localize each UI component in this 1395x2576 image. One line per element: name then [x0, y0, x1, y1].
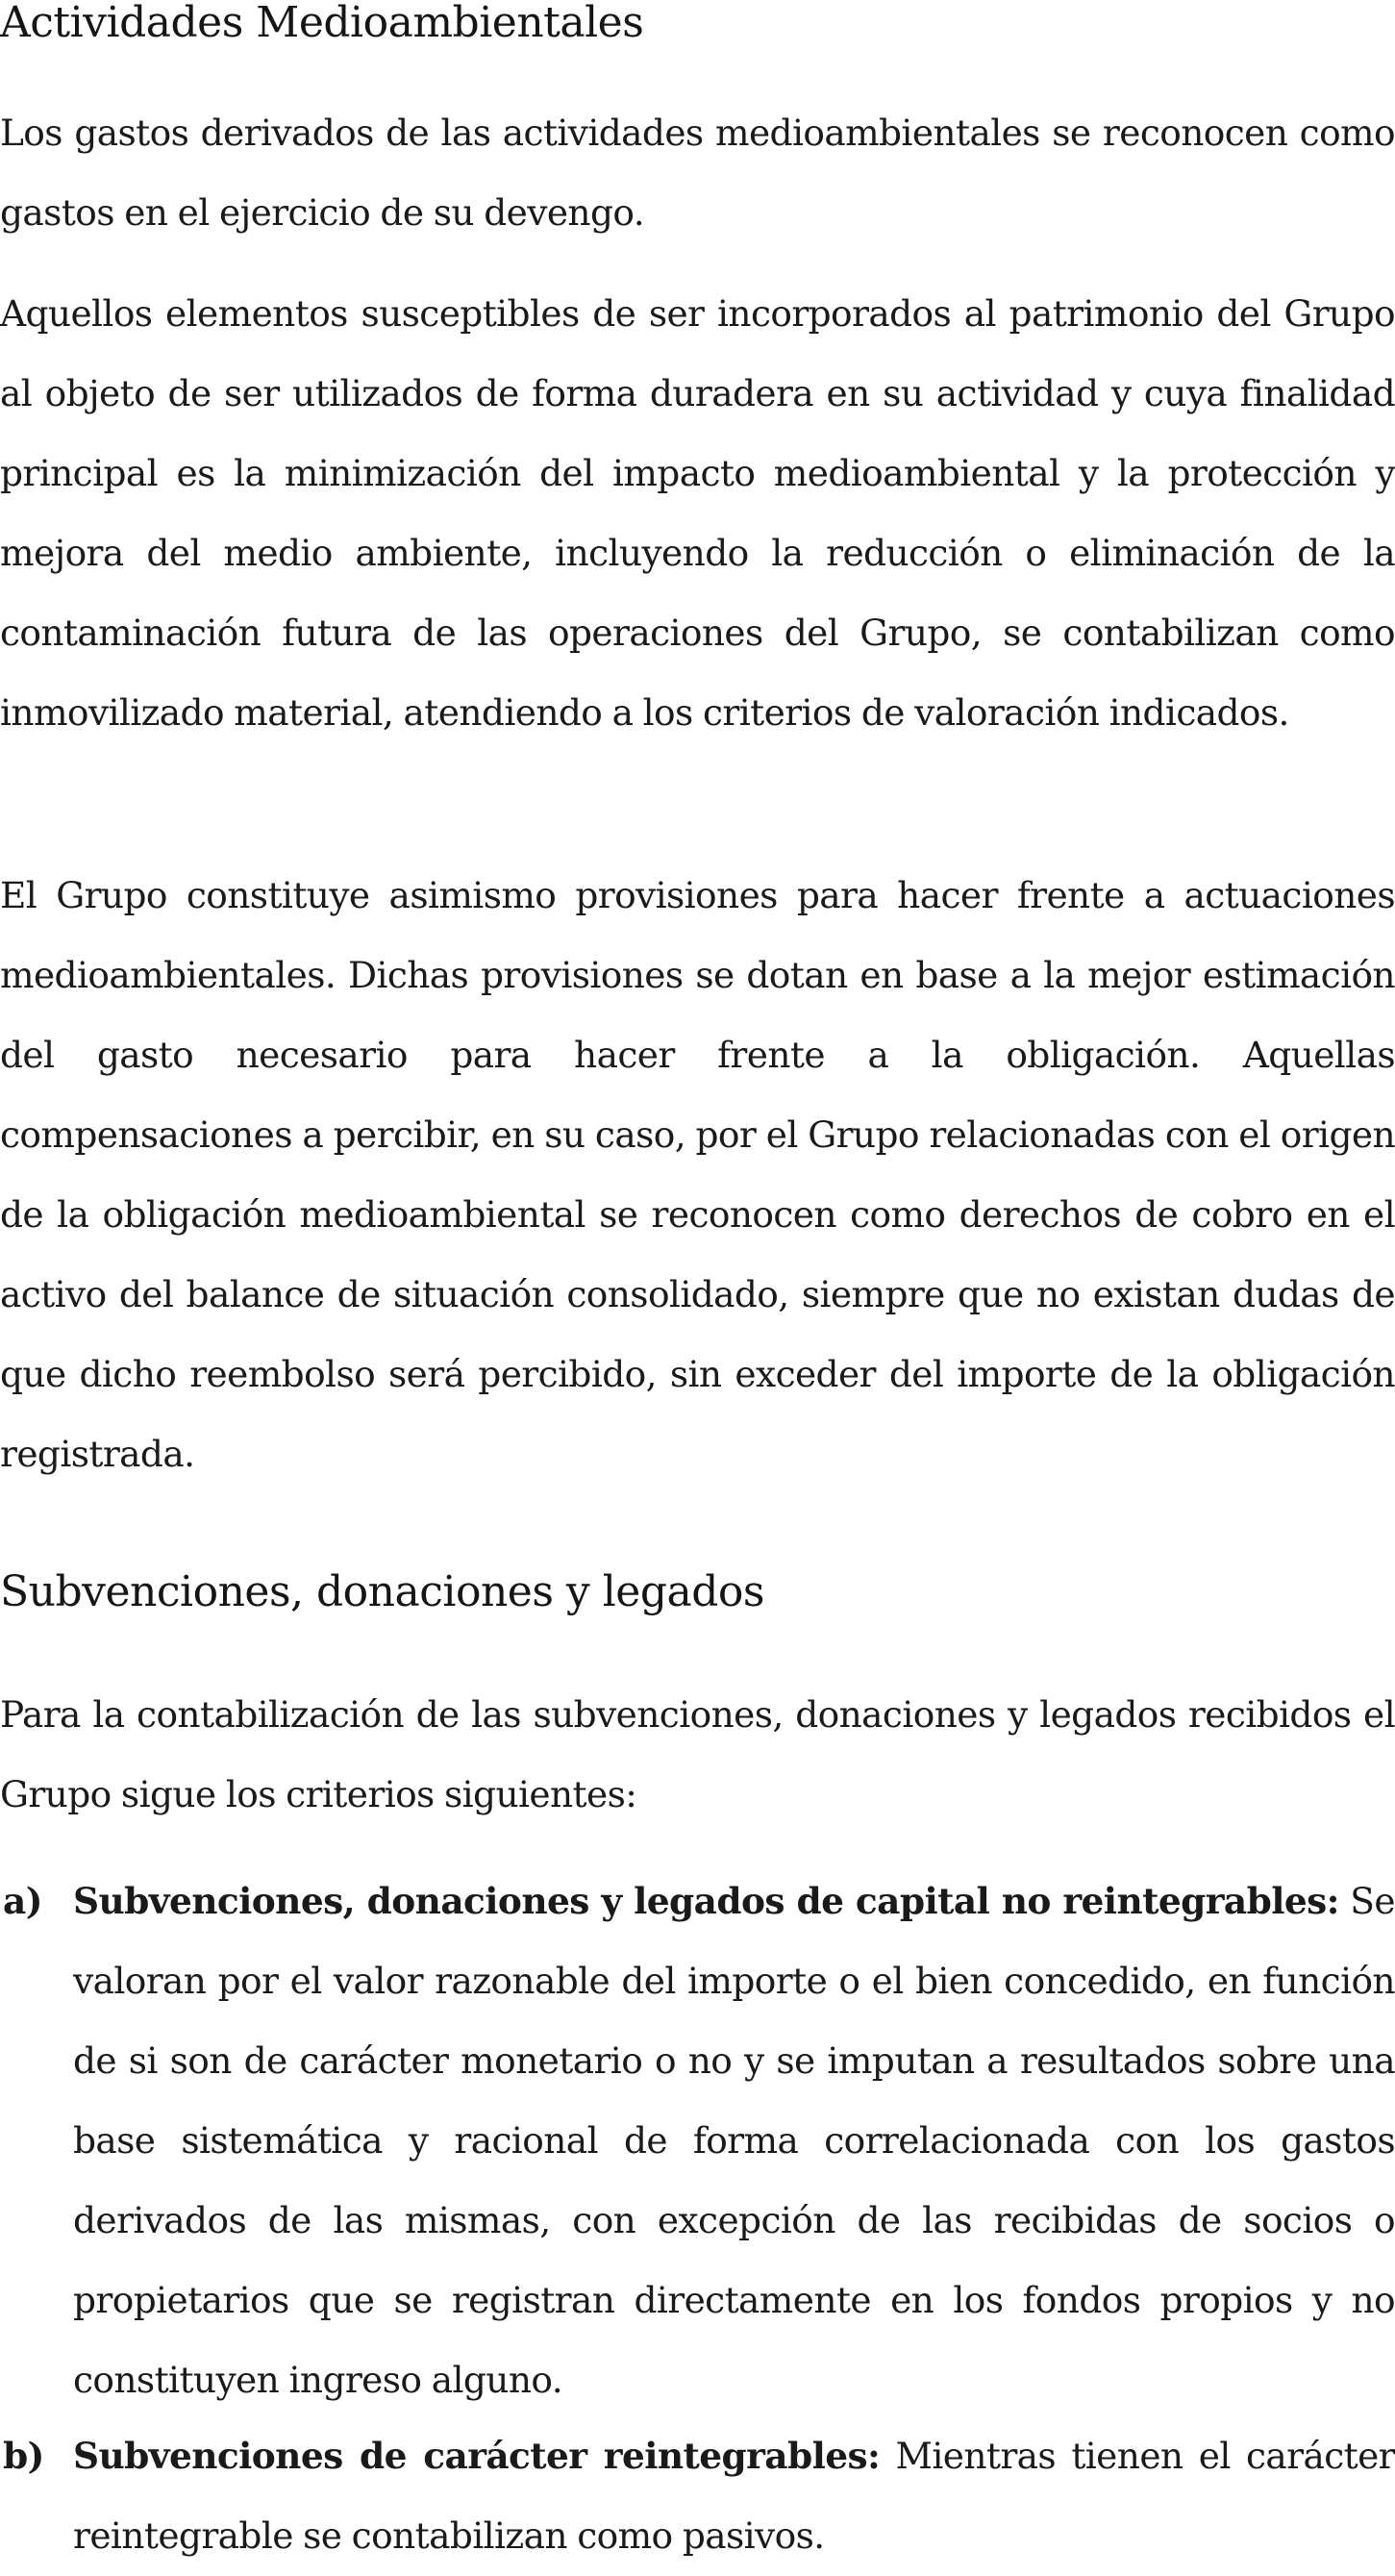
list-item	[0, 1862, 1395, 2420]
section-heading-subvenciones: Subvenciones, donaciones y legados	[0, 1567, 764, 1616]
list-item-term: Subvenciones de carácter reintegrables:	[73, 2435, 881, 2477]
paragraph-subvenciones-intro: Para la contabilización de las subvenciones, donaciones y legados recibidos el Grupo sigue los criterios siguientes:	[0, 1693, 1395, 1815]
list-item-text: Mientras tienen el carácter reintegrable se contabilizan como pasivos.	[73, 2435, 1395, 2557]
list-marker: b)	[3, 2435, 44, 2477]
paragraph-gastos-medioambientales: Los gastos derivados de las actividades medioambientales se reconocen como gastos en el ejercicio de su devengo.	[0, 112, 1395, 234]
criteria-list	[0, 1862, 1395, 2420]
paragraph-inmovilizado-material: Aquellos elementos susceptibles de ser incorporados al patrimonio del Grupo al objeto de ser utilizados de forma duradera en su actividad y cuya finalidad principal es la minimización del impacto medioambiental y la protección y mejora del medio ambiente, incluyendo la reducción o eliminación de la contaminación futura de las operaciones del Grupo, se contabilizan como inmovilizado material, atendiendo a los criterios de valoración indicados.	[0, 292, 1395, 734]
list-marker: a)	[3, 1880, 42, 1922]
paragraph-provisiones-medioambientales: El Grupo constituye asimismo provisiones para hacer frente a actuaciones medioambientales. Dichas provisiones se dotan en base a la mejor estimación del gasto necesario para hacer frente a la obligación. Aquellas compensaciones a percibir, en su caso, por el Grupo relacionadas con el origen de la obligación medioambiental se reconocen como derechos de cobro en el activo del balance de situación consolidado, siempre que no existan dudas de que dicho reembolso será percibido, sin exceder del importe de la obligación registrada.	[0, 874, 1395, 1475]
list-item-text: Se valoran por el valor razonable del importe o el bien concedido, en función de si son de carácter monetario o no y se imputan a resultados sobre una base sistemática y racional de forma correlacionada con los gastos derivados de las mismas, con excepción de las recibidas de socios o propietarios que se registran directamente en los fondos propios y no constituyen ingreso alguno.	[73, 1880, 1395, 2401]
criteria-list-continued	[0, 2416, 1395, 2576]
section-heading-actividades-medioambientales: Actividades Medioambientales	[0, 0, 644, 47]
list-item	[0, 2416, 1395, 2576]
list-item-term: Subvenciones, donaciones y legados de capital no reintegrables:	[73, 1880, 1339, 1922]
